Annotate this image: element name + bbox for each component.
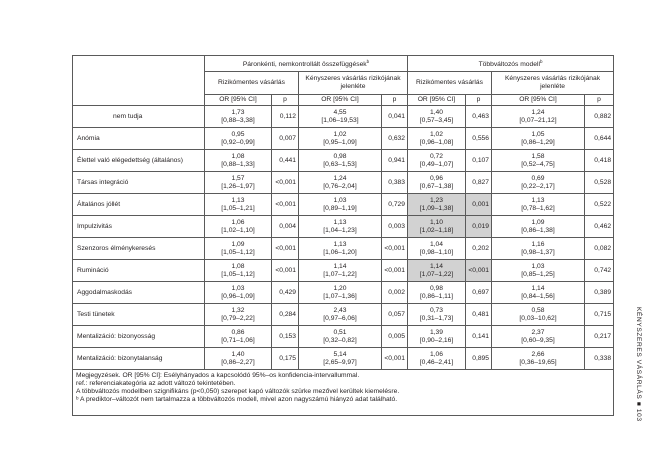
row-label: Mentalizáció: bizonyosság xyxy=(73,326,205,348)
col-label-p: p xyxy=(382,95,408,106)
odds-ratio: 0,95 xyxy=(231,130,245,138)
sub-header: Rizikómentes vásárlás xyxy=(408,72,492,95)
p-value-cell xyxy=(382,194,408,216)
confidence-interval: [0,98–1,10] xyxy=(419,248,454,256)
confidence-interval: [1,06–19,53] xyxy=(321,116,359,124)
p-value-cell xyxy=(466,260,492,282)
confidence-interval: [0,95–1,09] xyxy=(323,138,357,146)
p-value-cell xyxy=(272,194,299,216)
p-value: 0,005 xyxy=(388,332,405,340)
or-ci-cell xyxy=(408,326,466,348)
confidence-interval: [0,98–1,37] xyxy=(521,248,555,256)
p-value: 0,882 xyxy=(594,112,612,120)
or-ci-cell xyxy=(299,348,382,370)
p-value: <0,001 xyxy=(275,200,296,208)
confidence-interval: [0,31–1,73] xyxy=(419,314,454,322)
p-value: <0,001 xyxy=(384,354,405,362)
p-value: 0,202 xyxy=(472,244,489,252)
confidence-interval: [0,97–6,06] xyxy=(323,314,357,322)
p-value: 0,217 xyxy=(594,332,612,340)
note-line: ref.: referenciakategória az adott változó tekintetében. xyxy=(76,380,236,387)
odds-ratio: 0,98 xyxy=(333,152,347,160)
p-value-cell xyxy=(585,106,614,128)
or-ci-cell xyxy=(205,216,272,238)
p-value: 0,383 xyxy=(388,178,405,186)
p-value-cell xyxy=(382,348,408,370)
p-value-cell xyxy=(466,194,492,216)
p-value-cell xyxy=(585,282,614,304)
p-value-cell xyxy=(382,106,408,128)
note-line: A többváltozós modellben szignifikáns (p<0,050) szerepet kapó változók szürke mezővel kerültek kiemelésre. xyxy=(76,388,400,395)
confidence-interval: [0,36–19,65] xyxy=(519,358,557,366)
table-row xyxy=(73,216,614,238)
odds-ratio: 1,57 xyxy=(231,174,245,182)
or-ci-cell xyxy=(205,260,272,282)
p-value-cell xyxy=(382,128,408,150)
or-ci-cell xyxy=(492,238,585,260)
p-value-cell xyxy=(272,128,299,150)
or-ci-cell xyxy=(299,326,382,348)
p-value: 0,141 xyxy=(472,332,489,340)
confidence-interval: [0,78–1,62] xyxy=(521,204,555,212)
odds-ratio: 1,13 xyxy=(231,196,245,204)
note-line: Megjegyzések. OR [95% CI]: Esélyhányados a kapcsolódó 95%–os konfidencia-intervallummal. xyxy=(76,372,360,379)
or-ci-cell xyxy=(205,282,272,304)
confidence-interval: [0,86–2,27] xyxy=(221,358,255,366)
or-ci-cell xyxy=(492,194,585,216)
p-value-cell xyxy=(585,150,614,172)
odds-ratio: 0,96 xyxy=(429,174,444,182)
confidence-interval: [1,06–1,20] xyxy=(323,248,357,256)
col-label-p: p xyxy=(272,95,299,106)
or-ci-cell xyxy=(408,260,466,282)
confidence-interval: [0,86–1,11] xyxy=(420,292,453,300)
p-value: 0,153 xyxy=(279,332,296,340)
row-label: Anómia xyxy=(73,128,205,150)
row-label: Általános jóllét xyxy=(73,194,205,216)
p-value: 0,003 xyxy=(388,222,405,230)
confidence-interval: [0,03–10,62] xyxy=(519,314,557,322)
or-ci-cell xyxy=(492,326,585,348)
odds-ratio: 1,14 xyxy=(531,284,545,292)
or-ci-cell xyxy=(299,238,382,260)
or-ci-cell xyxy=(205,194,272,216)
confidence-interval: [0,96–1,08] xyxy=(419,138,454,146)
confidence-interval: [0,85–1,25] xyxy=(521,270,555,278)
p-value-cell xyxy=(466,106,492,128)
col-label-or: OR [95% CI] xyxy=(299,95,382,106)
p-value: 0,463 xyxy=(472,112,489,120)
odds-ratio: 0,86 xyxy=(231,328,245,336)
p-value-cell xyxy=(585,128,614,150)
table-row xyxy=(73,128,614,150)
table-notes xyxy=(73,370,614,416)
p-value-cell xyxy=(382,304,408,326)
odds-ratio: 2,37 xyxy=(531,328,545,336)
odds-ratio: 1,02 xyxy=(333,130,347,138)
col-label-or: OR [95% CI] xyxy=(408,95,466,106)
odds-ratio: 1,09 xyxy=(231,240,245,248)
p-value-cell xyxy=(272,260,299,282)
confidence-interval: [1,26–1,97] xyxy=(221,182,255,190)
p-value-cell xyxy=(466,282,492,304)
row-label: Aggodalmaskodás xyxy=(73,282,205,304)
p-value-cell xyxy=(585,194,614,216)
sub-header: Kényszeres vásárlás rizikójának jelenléte xyxy=(299,72,408,95)
p-value: 0,528 xyxy=(594,178,612,186)
p-value-cell xyxy=(272,150,299,172)
odds-ratio: 0,72 xyxy=(429,152,444,160)
odds-ratio: 2,66 xyxy=(531,350,545,358)
or-ci-cell xyxy=(299,128,382,150)
p-value: 0,429 xyxy=(279,288,296,296)
p-value: <0,001 xyxy=(275,178,296,186)
odds-ratio: 1,10 xyxy=(429,218,444,226)
or-ci-cell xyxy=(408,304,466,326)
odds-ratio: 1,02 xyxy=(429,130,444,138)
confidence-interval: [1,02–1,18] xyxy=(419,226,454,234)
odds-ratio: 1,20 xyxy=(333,284,347,292)
odds-ratio: 1,13 xyxy=(333,240,347,248)
p-value-cell xyxy=(466,348,492,370)
p-value: <0,001 xyxy=(275,266,296,274)
p-value-cell xyxy=(585,260,614,282)
p-value-cell xyxy=(466,304,492,326)
p-value-cell xyxy=(466,326,492,348)
or-ci-cell xyxy=(205,348,272,370)
p-value: 0,729 xyxy=(388,200,405,208)
results-table xyxy=(72,55,614,416)
p-value: 0,107 xyxy=(472,156,489,164)
p-value-cell xyxy=(585,326,614,348)
p-value: 0,941 xyxy=(388,156,405,164)
or-ci-cell xyxy=(492,216,585,238)
or-ci-cell xyxy=(492,282,585,304)
or-ci-cell xyxy=(408,348,466,370)
p-value-cell xyxy=(382,216,408,238)
p-value: <0,001 xyxy=(275,244,296,252)
confidence-interval: [0,86–1,38] xyxy=(521,226,555,234)
sub-header: Rizikómentes vásárlás xyxy=(205,72,299,95)
p-value-cell xyxy=(466,216,492,238)
table-row xyxy=(73,194,614,216)
p-value-cell xyxy=(382,172,408,194)
p-value: 0,057 xyxy=(388,310,405,318)
p-value: 0,041 xyxy=(388,112,405,120)
p-value-cell xyxy=(585,216,614,238)
header-corner xyxy=(73,56,205,106)
p-value: <0,001 xyxy=(468,266,489,274)
p-value-cell xyxy=(466,150,492,172)
odds-ratio: 2,43 xyxy=(333,306,347,314)
p-value-cell xyxy=(272,326,299,348)
p-value: 0,002 xyxy=(388,288,405,296)
odds-ratio: 1,03 xyxy=(231,284,245,292)
or-ci-cell xyxy=(492,260,585,282)
p-value: 0,441 xyxy=(279,156,296,164)
row-label: Mentalizáció: bizonytalanság xyxy=(73,348,205,370)
confidence-interval: [0,86–1,29] xyxy=(521,138,555,146)
confidence-interval: [0,88–1,33] xyxy=(221,160,255,168)
p-value: 0,001 xyxy=(472,200,489,208)
odds-ratio: 1,73 xyxy=(231,108,245,116)
confidence-interval: [0,96–1,09] xyxy=(221,292,255,300)
p-value-cell xyxy=(466,128,492,150)
confidence-interval: [1,05–1,21] xyxy=(221,204,255,212)
odds-ratio: 1,32 xyxy=(231,306,245,314)
odds-ratio: 1,24 xyxy=(333,174,347,182)
odds-ratio: 1,04 xyxy=(429,240,444,248)
table-row xyxy=(73,282,614,304)
confidence-interval: [0,57–3,45] xyxy=(419,116,454,124)
or-ci-cell xyxy=(205,172,272,194)
confidence-interval: [1,05–1,12] xyxy=(221,248,255,256)
table-row xyxy=(73,260,614,282)
table-row xyxy=(73,150,614,172)
table-row xyxy=(73,348,614,370)
or-ci-cell xyxy=(299,216,382,238)
p-value: 0,827 xyxy=(472,178,489,186)
p-value: 0,697 xyxy=(472,288,489,296)
p-value: 0,644 xyxy=(594,134,612,142)
p-value: 0,895 xyxy=(472,354,489,362)
or-ci-cell xyxy=(492,128,585,150)
row-label: Testi tünetek xyxy=(73,304,205,326)
confidence-interval: [0,49–1,07] xyxy=(419,160,454,168)
confidence-interval: [0,46–2,41] xyxy=(419,358,454,366)
odds-ratio: 1,58 xyxy=(531,152,545,160)
or-ci-cell xyxy=(408,282,466,304)
or-ci-cell xyxy=(299,172,382,194)
or-ci-cell xyxy=(205,106,272,128)
or-ci-cell xyxy=(408,172,466,194)
confidence-interval: [1,09–1,38] xyxy=(419,204,454,212)
or-ci-cell xyxy=(408,128,466,150)
confidence-interval: [0,76–2,04] xyxy=(323,182,357,190)
odds-ratio: 1,05 xyxy=(531,130,545,138)
table-row xyxy=(73,238,614,260)
confidence-interval: [0,88–3,38] xyxy=(221,116,255,124)
confidence-interval: [1,04–1,23] xyxy=(323,226,357,234)
or-ci-cell xyxy=(299,194,382,216)
or-ci-cell xyxy=(205,150,272,172)
row-label: Impulzivitás xyxy=(73,216,205,238)
note-line: ᵇ A prediktor–változót nem tartalmazza a többváltozós modell, mivel azon nagyszámú hiányzó adat található. xyxy=(76,396,398,403)
p-value-cell xyxy=(382,238,408,260)
or-ci-cell xyxy=(492,106,585,128)
p-value: 0,019 xyxy=(472,222,489,230)
or-ci-cell xyxy=(299,260,382,282)
p-value-cell xyxy=(382,150,408,172)
confidence-interval: [0,90–2,16] xyxy=(419,336,454,344)
p-value-cell xyxy=(466,238,492,260)
row-label: Szenzoros élménykeresés xyxy=(73,238,205,260)
p-value: 0,004 xyxy=(279,222,296,230)
confidence-interval: [0,60–9,35] xyxy=(521,336,555,344)
p-value: 0,742 xyxy=(594,266,612,274)
odds-ratio: 0,98 xyxy=(429,284,444,292)
confidence-interval: [1,02–1,10] xyxy=(221,226,255,234)
table-row xyxy=(73,106,614,128)
row-label: Társas integráció xyxy=(73,172,205,194)
p-value-cell xyxy=(272,238,299,260)
odds-ratio: 1,09 xyxy=(531,218,545,226)
odds-ratio: 1,14 xyxy=(333,262,347,270)
p-value: 0,462 xyxy=(594,222,612,230)
confidence-interval: [0,22–2,17] xyxy=(521,182,555,190)
or-ci-cell xyxy=(492,348,585,370)
or-ci-cell xyxy=(205,238,272,260)
confidence-interval: [0,92–0,99] xyxy=(221,138,255,146)
col-label-p: p xyxy=(585,95,614,106)
p-value-cell xyxy=(272,172,299,194)
p-value: 0,556 xyxy=(472,134,489,142)
confidence-interval: [1,07–1,36] xyxy=(323,292,357,300)
confidence-interval: [1,07–1,22] xyxy=(419,270,454,278)
p-value: 0,481 xyxy=(472,310,489,318)
or-ci-cell xyxy=(408,194,466,216)
odds-ratio: 0,58 xyxy=(531,306,545,314)
p-value: <0,001 xyxy=(384,244,405,252)
or-ci-cell xyxy=(299,282,382,304)
p-value: 0,082 xyxy=(594,244,612,252)
p-value-cell xyxy=(382,326,408,348)
table-body xyxy=(73,106,614,370)
confidence-interval: [0,07–21,12] xyxy=(519,116,557,124)
odds-ratio: 1,40 xyxy=(231,350,245,358)
p-value: <0,001 xyxy=(384,266,405,274)
group-header-pairwise: Páronkénti, nemkontrollált összefüggések$^b$ xyxy=(205,56,408,72)
odds-ratio: 0,69 xyxy=(531,174,545,182)
p-value-cell xyxy=(272,304,299,326)
row-label: nem tudja xyxy=(73,106,205,128)
p-value: 0,284 xyxy=(279,310,296,318)
confidence-interval: [0,71–1,06] xyxy=(221,336,255,344)
p-value: 0,175 xyxy=(279,354,296,362)
p-value-cell xyxy=(272,216,299,238)
row-label: Élettel való elégedettség (általános) xyxy=(73,150,205,172)
odds-ratio: 1,03 xyxy=(333,196,347,204)
or-ci-cell xyxy=(299,304,382,326)
p-value-cell xyxy=(382,260,408,282)
running-footer: KÉNYSZERES VÁSÁRLÁS ■ 103 xyxy=(635,307,642,422)
group-header-multivariate: Többváltozós modell$^b$ xyxy=(408,56,614,72)
col-label-or: OR [95% CI] xyxy=(205,95,272,106)
confidence-interval: [1,07–1,22] xyxy=(323,270,357,278)
p-value-cell xyxy=(585,172,614,194)
p-value: 0,389 xyxy=(594,288,612,296)
odds-ratio: 1,06 xyxy=(231,218,245,226)
p-value: 0,522 xyxy=(594,200,612,208)
or-ci-cell xyxy=(408,238,466,260)
odds-ratio: 0,51 xyxy=(333,328,347,336)
confidence-interval: [0,63–1,53] xyxy=(323,160,357,168)
confidence-interval: [2,65–9,97] xyxy=(323,358,357,366)
p-value: 0,418 xyxy=(594,156,612,164)
p-value-cell xyxy=(585,304,614,326)
or-ci-cell xyxy=(408,216,466,238)
confidence-interval: [0,84–1,56] xyxy=(521,292,555,300)
p-value: 0,007 xyxy=(279,134,296,142)
p-value-cell xyxy=(272,282,299,304)
or-ci-cell xyxy=(205,326,272,348)
col-label-p: p xyxy=(466,95,492,106)
p-value-cell xyxy=(466,172,492,194)
odds-ratio: 1,03 xyxy=(531,262,545,270)
or-ci-cell xyxy=(408,150,466,172)
p-value-cell xyxy=(272,106,299,128)
odds-ratio: 1,24 xyxy=(531,108,545,116)
odds-ratio: 4,55 xyxy=(333,108,347,116)
row-label: Rumináció xyxy=(73,260,205,282)
p-value-cell xyxy=(585,238,614,260)
odds-ratio: 1,13 xyxy=(333,218,347,226)
p-value-cell xyxy=(585,348,614,370)
table-row xyxy=(73,172,614,194)
odds-ratio: 1,06 xyxy=(429,350,444,358)
p-value-cell xyxy=(272,348,299,370)
odds-ratio: 0,73 xyxy=(429,306,444,314)
p-value: 0,112 xyxy=(279,112,296,120)
odds-ratio: 1,13 xyxy=(531,196,545,204)
odds-ratio: 1,40 xyxy=(429,108,444,116)
or-ci-cell xyxy=(408,106,466,128)
or-ci-cell xyxy=(299,150,382,172)
odds-ratio: 1,14 xyxy=(429,262,444,270)
col-label-or: OR [95% CI] xyxy=(492,95,585,106)
sub-header: Kényszeres vásárlás rizikójának jelenléte xyxy=(492,72,614,95)
or-ci-cell xyxy=(492,172,585,194)
table-row xyxy=(73,304,614,326)
confidence-interval: [0,52–4,75] xyxy=(521,160,555,168)
p-value: 0,632 xyxy=(388,134,405,142)
odds-ratio: 1,08 xyxy=(231,262,245,270)
or-ci-cell xyxy=(299,106,382,128)
odds-ratio: 1,08 xyxy=(231,152,245,160)
odds-ratio: 1,23 xyxy=(429,196,444,204)
or-ci-cell xyxy=(205,304,272,326)
or-ci-cell xyxy=(492,304,585,326)
p-value-cell xyxy=(382,282,408,304)
odds-ratio: 5,14 xyxy=(333,350,347,358)
odds-ratio: 1,16 xyxy=(531,240,545,248)
p-value: 0,715 xyxy=(594,310,612,318)
confidence-interval: [0,67–1,38] xyxy=(419,182,454,190)
table-row xyxy=(73,326,614,348)
odds-ratio: 1,39 xyxy=(429,328,444,336)
confidence-interval: [0,89–1,19] xyxy=(323,204,357,212)
p-value: 0,338 xyxy=(594,354,612,362)
or-ci-cell xyxy=(205,128,272,150)
confidence-interval: [0,79–2,22] xyxy=(221,314,255,322)
confidence-interval: [0,32–0,82] xyxy=(323,336,357,344)
or-ci-cell xyxy=(492,150,585,172)
confidence-interval: [1,05–1,12] xyxy=(221,270,255,278)
